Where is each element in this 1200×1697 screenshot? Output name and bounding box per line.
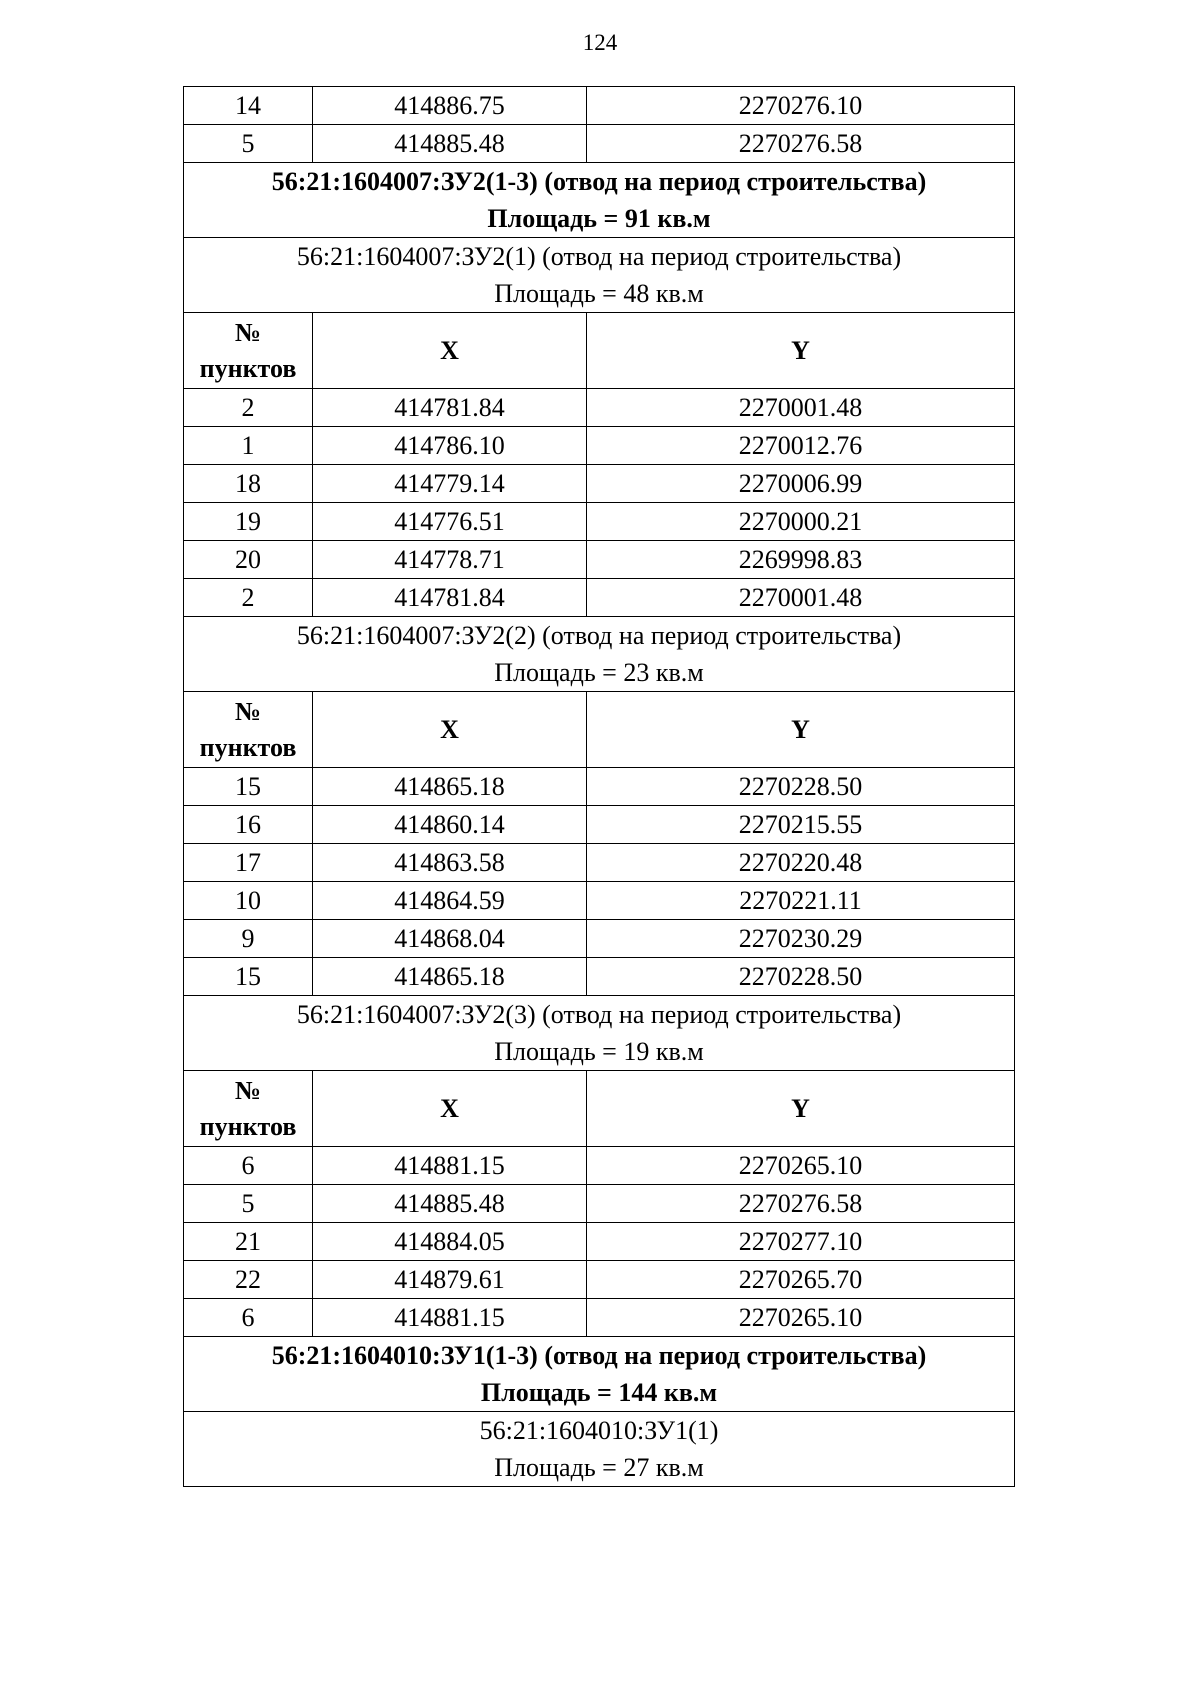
table-row bbox=[184, 958, 1015, 996]
point-number-cell: 5 bbox=[184, 1185, 313, 1223]
x-coordinate-cell: 414879.61 bbox=[313, 1261, 587, 1299]
table-row bbox=[184, 125, 1015, 163]
x-coordinate-cell: 414863.58 bbox=[313, 844, 587, 882]
x-coordinate-cell: 414778.71 bbox=[313, 541, 587, 579]
table-row bbox=[184, 882, 1015, 920]
y-coordinate-cell: 2270228.50 bbox=[587, 768, 1015, 806]
point-number-header-label: пунктов bbox=[199, 1111, 297, 1141]
point-number-cell: 14 bbox=[184, 87, 313, 125]
y-coordinate-cell: 2270000.21 bbox=[587, 503, 1015, 541]
table-row bbox=[184, 389, 1015, 427]
y-coordinate-cell: 2270265.70 bbox=[587, 1261, 1015, 1299]
x-coordinate-cell: 414885.48 bbox=[313, 125, 587, 163]
subsection-title-row bbox=[184, 238, 1015, 313]
point-number-cell: 1 bbox=[184, 427, 313, 465]
point-number-header-symbol: № bbox=[234, 1075, 262, 1105]
point-number-cell: 5 bbox=[184, 125, 313, 163]
point-number-cell: 15 bbox=[184, 768, 313, 806]
table-row bbox=[184, 1261, 1015, 1299]
parcel-cadastral-label: 56:21:1604007:ЗУ2(1) (отвод на период строительства) bbox=[296, 242, 902, 271]
parcel-cadastral-label: 56:21:1604007:ЗУ2(1-3) (отвод на период строительства) bbox=[271, 167, 927, 196]
table-row bbox=[184, 503, 1015, 541]
table-row bbox=[184, 806, 1015, 844]
y-coordinate-cell: 2270012.76 bbox=[587, 427, 1015, 465]
point-number-cell: 19 bbox=[184, 503, 313, 541]
x-coordinate-cell: 414881.15 bbox=[313, 1147, 587, 1185]
point-number-cell: 6 bbox=[184, 1147, 313, 1185]
subsection-title-cell bbox=[184, 996, 1015, 1071]
table-row bbox=[184, 579, 1015, 617]
table-row bbox=[184, 768, 1015, 806]
y-coordinate-cell: 2270276.58 bbox=[587, 125, 1015, 163]
y-coordinate-cell: 2270001.48 bbox=[587, 579, 1015, 617]
y-coordinate-cell: 2270001.48 bbox=[587, 389, 1015, 427]
column-header-row bbox=[184, 692, 1015, 768]
table-row bbox=[184, 1299, 1015, 1337]
x-coordinate-cell: 414781.84 bbox=[313, 579, 587, 617]
x-coordinate-cell: 414781.84 bbox=[313, 389, 587, 427]
y-coordinate-cell: 2270220.48 bbox=[587, 844, 1015, 882]
x-coordinate-cell: 414786.10 bbox=[313, 427, 587, 465]
section-title-cell bbox=[184, 1337, 1015, 1412]
x-coordinate-cell: 414864.59 bbox=[313, 882, 587, 920]
y-coordinate-cell: 2270228.50 bbox=[587, 958, 1015, 996]
y-coordinate-cell: 2270006.99 bbox=[587, 465, 1015, 503]
subsection-title-cell bbox=[184, 1412, 1015, 1487]
parcel-area-label: Площадь = 91 кв.м bbox=[487, 204, 711, 233]
x-column-header: X bbox=[313, 1071, 587, 1147]
x-coordinate-cell: 414776.51 bbox=[313, 503, 587, 541]
y-coordinate-cell: 2270276.10 bbox=[587, 87, 1015, 125]
point-number-cell: 18 bbox=[184, 465, 313, 503]
section-title-row bbox=[184, 1337, 1015, 1412]
table-row bbox=[184, 87, 1015, 125]
point-number-cell: 16 bbox=[184, 806, 313, 844]
point-number-header-symbol: № bbox=[234, 317, 262, 347]
y-column-header: Y bbox=[587, 313, 1015, 389]
x-coordinate-cell: 414881.15 bbox=[313, 1299, 587, 1337]
point-number-header bbox=[184, 692, 313, 768]
x-coordinate-cell: 414860.14 bbox=[313, 806, 587, 844]
subsection-title-cell bbox=[184, 617, 1015, 692]
table-row bbox=[184, 1223, 1015, 1261]
x-coordinate-cell: 414865.18 bbox=[313, 768, 587, 806]
x-column-header: X bbox=[313, 313, 587, 389]
table-row bbox=[184, 844, 1015, 882]
table-row bbox=[184, 541, 1015, 579]
y-column-header: Y bbox=[587, 692, 1015, 768]
column-header-row bbox=[184, 1071, 1015, 1147]
parcel-area-label: Площадь = 48 кв.м bbox=[494, 279, 704, 308]
table-row bbox=[184, 1185, 1015, 1223]
section-title-row bbox=[184, 163, 1015, 238]
y-coordinate-cell: 2270221.11 bbox=[587, 882, 1015, 920]
x-coordinate-cell: 414779.14 bbox=[313, 465, 587, 503]
y-coordinate-cell: 2270230.29 bbox=[587, 920, 1015, 958]
parcel-area-label: Площадь = 27 кв.м bbox=[494, 1453, 704, 1482]
point-number-header bbox=[184, 313, 313, 389]
section-title-cell bbox=[184, 163, 1015, 238]
subsection-title-row bbox=[184, 996, 1015, 1071]
x-coordinate-cell: 414884.05 bbox=[313, 1223, 587, 1261]
table-row bbox=[184, 920, 1015, 958]
parcel-area-label: Площадь = 19 кв.м bbox=[494, 1037, 704, 1066]
point-number-cell: 17 bbox=[184, 844, 313, 882]
table-row bbox=[184, 1147, 1015, 1185]
point-number-cell: 15 bbox=[184, 958, 313, 996]
y-coordinate-cell: 2270276.58 bbox=[587, 1185, 1015, 1223]
x-coordinate-cell: 414865.18 bbox=[313, 958, 587, 996]
y-column-header: Y bbox=[587, 1071, 1015, 1147]
y-coordinate-cell: 2270265.10 bbox=[587, 1147, 1015, 1185]
table-row bbox=[184, 465, 1015, 503]
parcel-area-label: Площадь = 23 кв.м bbox=[494, 658, 704, 687]
point-number-cell: 20 bbox=[184, 541, 313, 579]
parcel-cadastral-label: 56:21:1604007:ЗУ2(3) (отвод на период строительства) bbox=[296, 1000, 902, 1029]
page-number: 124 bbox=[582, 30, 618, 55]
parcel-area-label: Площадь = 144 кв.м bbox=[480, 1378, 718, 1407]
point-number-header-label: пунктов bbox=[199, 732, 297, 762]
point-number-cell: 2 bbox=[184, 579, 313, 617]
x-column-header: X bbox=[313, 692, 587, 768]
x-coordinate-cell: 414885.48 bbox=[313, 1185, 587, 1223]
point-number-header-label: пунктов bbox=[199, 353, 297, 383]
x-coordinate-cell: 414886.75 bbox=[313, 87, 587, 125]
x-coordinate-cell: 414868.04 bbox=[313, 920, 587, 958]
parcel-cadastral-label: 56:21:1604010:ЗУ1(1) bbox=[479, 1416, 719, 1445]
point-number-cell: 6 bbox=[184, 1299, 313, 1337]
point-number-cell: 2 bbox=[184, 389, 313, 427]
point-number-cell: 21 bbox=[184, 1223, 313, 1261]
y-coordinate-cell: 2270215.55 bbox=[587, 806, 1015, 844]
parcel-cadastral-label: 56:21:1604007:ЗУ2(2) (отвод на период строительства) bbox=[296, 621, 902, 650]
parcel-cadastral-label: 56:21:1604010:ЗУ1(1-3) (отвод на период строительства) bbox=[271, 1341, 927, 1370]
subsection-title-row bbox=[184, 617, 1015, 692]
point-number-cell: 9 bbox=[184, 920, 313, 958]
column-header-row bbox=[184, 313, 1015, 389]
table-row bbox=[184, 427, 1015, 465]
point-number-header-symbol: № bbox=[234, 696, 262, 726]
coordinates-table bbox=[183, 86, 1015, 1487]
point-number-header bbox=[184, 1071, 313, 1147]
y-coordinate-cell: 2270265.10 bbox=[587, 1299, 1015, 1337]
y-coordinate-cell: 2270277.10 bbox=[587, 1223, 1015, 1261]
point-number-cell: 22 bbox=[184, 1261, 313, 1299]
y-coordinate-cell: 2269998.83 bbox=[587, 541, 1015, 579]
coordinates-table-body bbox=[184, 87, 1015, 1487]
point-number-cell: 10 bbox=[184, 882, 313, 920]
subsection-title-row bbox=[184, 1412, 1015, 1487]
subsection-title-cell bbox=[184, 238, 1015, 313]
